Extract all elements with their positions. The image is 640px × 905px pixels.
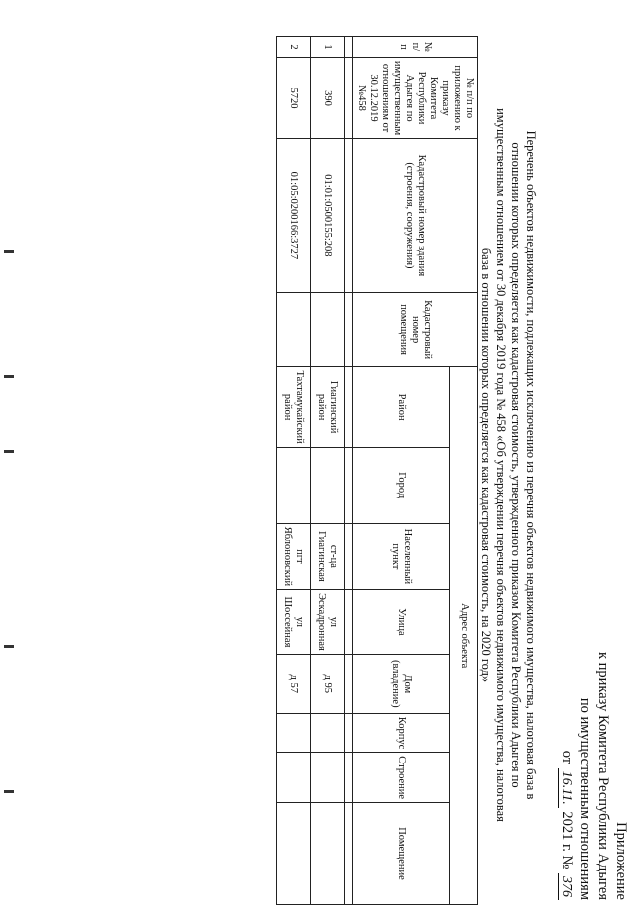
header-cadastral-premises: Кадастровый номер помещения (353, 292, 478, 367)
heading-line-3: имущественным отношением от 30 декабря 2019 года № 458 «Об утверждении перечня объектов недвижимого имущества, налоговая (494, 108, 508, 822)
appendix-date-line (557, 520, 576, 900)
cell-appendix-no: 5720 (277, 57, 311, 138)
cell-city (311, 447, 345, 523)
scan-mark (4, 645, 14, 648)
cell-house: д 57 (277, 654, 311, 713)
cell-cadastral-building: 01:01:0500155:208 (311, 139, 345, 293)
header-block: Корпус (353, 713, 450, 753)
cell-street: ул Шоссейная (277, 590, 311, 655)
header-cadastral-building: Кадастровый номер здания (строения, сооружения) (353, 139, 478, 293)
cell-premises (311, 803, 345, 905)
cell-district: Гиагинский район (311, 367, 345, 447)
appendix-header (557, 520, 630, 900)
document-heading (478, 30, 538, 900)
header-no: № п/п (353, 37, 478, 58)
scan-mark (4, 250, 14, 253)
cell-settlement: пгт Яблоновский (277, 523, 311, 589)
heading-line-2: отношении которых определяется как кадастровая стоимость, утвержденного приказом Комитета Республики Адыгея по (509, 142, 523, 788)
header-settlement: Населенный пункт (353, 523, 450, 589)
header-appendix-no: № п/п по приложению к приказу Комитета Республики Адыгея по имущественным отношениям от 30.12.2019 №458 (353, 57, 478, 138)
cell-block (277, 713, 311, 753)
spacer-row (345, 37, 353, 905)
cell-premises (277, 803, 311, 905)
cell-structure (277, 753, 311, 803)
handwritten-date: 16.11. (558, 768, 574, 808)
header-district: Район (353, 367, 450, 447)
header-street: Улица (353, 590, 450, 655)
header-house: Дом (владение) (353, 654, 450, 713)
scan-mark (4, 450, 14, 453)
handwritten-number: 376 (558, 873, 574, 900)
cell-structure (311, 753, 345, 803)
objects-table (276, 36, 478, 905)
cell-city (277, 447, 311, 523)
header-city: Город (353, 447, 450, 523)
cell-district: Тахтамукайский район (277, 367, 311, 447)
cell-appendix-no: 390 (311, 57, 345, 138)
appendix-line-3: по имущественным отношениям (577, 697, 593, 900)
appendix-line-1: Приложение (613, 822, 629, 900)
heading-line-4: база в отношении которых определяется как кадастровая стоимость, на 2020 год» (479, 247, 493, 683)
header-premises: Помещение (353, 803, 450, 905)
cell-cadastral-building: 01:05:0200166:3727 (277, 139, 311, 293)
from-label: от (559, 750, 575, 765)
appendix-line-2: к приказу Комитета Республики Адыгея (595, 651, 611, 900)
header-row-1 (450, 37, 478, 905)
cell-no: 2 (277, 37, 311, 58)
header-address: Адрес объекта (450, 367, 478, 905)
scan-mark (4, 790, 14, 793)
heading-line-1: Перечень объектов недвижимости, подлежащих исключению из перечня объектов недвижимого имущества, налоговая база в (524, 130, 538, 800)
cell-settlement: ст-ца Гиагинская (311, 523, 345, 589)
header-structure: Строение (353, 753, 450, 803)
cell-no: 1 (311, 37, 345, 58)
cell-cadastral-premises (311, 292, 345, 367)
table-row (311, 37, 345, 905)
table-row (277, 37, 311, 905)
cell-house: д 95 (311, 654, 345, 713)
year-label: 2021 г. № (559, 811, 575, 870)
cell-cadastral-premises (277, 292, 311, 367)
cell-block (311, 713, 345, 753)
scan-mark (4, 375, 14, 378)
cell-street: ул Эскадронная (311, 590, 345, 655)
